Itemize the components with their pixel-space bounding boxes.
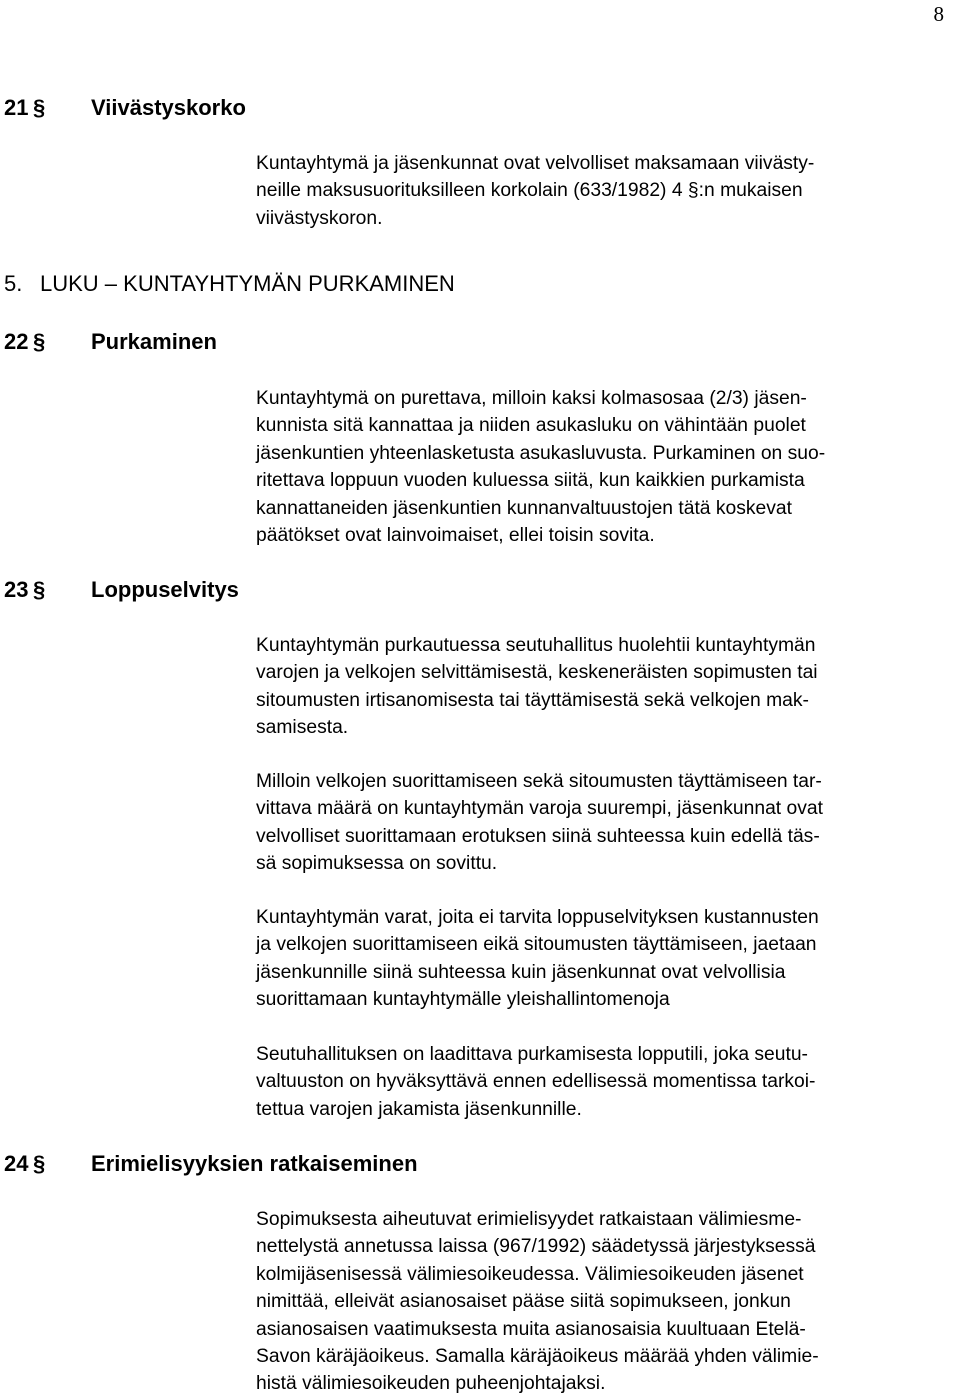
section-title: Loppuselvitys: [91, 577, 239, 602]
section-heading-21: [4, 94, 246, 122]
paragraph-23-3: Kuntayhtymän varat, joita ei tarvita loppuselvityksen kustannusten ja velkojen suorittamiseen eikä sitoumusten täyttämiseen, jaetaan jäsenkunnille siinä suhteessa kuin jäsenkunnat ovat velvollisia suorittamaan kuntayhtymälle yleishallintomenoja: [256, 907, 819, 1011]
paragraph-21-1: Kuntayhtymä ja jäsenkunnat ovat velvolliset maksamaan viivästy- neille maksusuorituksilleen korkolain (633/1982) 4 §:n mukaisen viivästyskoron.: [256, 153, 815, 229]
chapter-heading: [4, 270, 455, 298]
section-symbol: §: [33, 1151, 46, 1176]
section-title: Viivästyskorko: [91, 95, 246, 120]
paragraph-24-1: Sopimuksesta aiheutuvat erimielisyydet ratkaistaan välimiesme- nettelystä annetussa laissa (967/1992) säädetyssä järjestyksessä kolmijäsenisessä välimiesoikeudessa. Välimiesoikeuden jäsenet nimittää, elleivät asianosaiset pääse siitä sopimukseen, jonkun asianosaisen vaatimuksesta muita asianosaisia kuultuaan Etelä- Savon käräjäoikeus. Samalla käräjäoikeus määrää yhden välimie- histä välimiesoikeuden puheenjohtajaksi.: [256, 1209, 819, 1395]
section-number: 21: [4, 95, 29, 120]
section-symbol: §: [33, 577, 46, 602]
section-number: 23: [4, 577, 29, 602]
section-symbol: §: [33, 329, 46, 354]
section-symbol: §: [33, 95, 46, 120]
page-number: 8: [933, 2, 944, 26]
section-title: Erimielisyyksien ratkaiseminen: [91, 1151, 418, 1176]
section-number: 22: [4, 329, 29, 354]
chapter-title: LUKU – KUNTAYHTYMÄN PURKAMINEN: [40, 271, 455, 296]
paragraph-23-2: Milloin velkojen suorittamiseen sekä sitoumusten täyttämiseen tar- vittava määrä on kuntayhtymän varoja suurempi, jäsenkunnat ovat velvolliset suorittamaan erotuksen siinä suhteessa kuin edellä täs- sä sopimuksessa on sovittu.: [256, 771, 823, 875]
chapter-number: 5.: [4, 271, 23, 296]
section-title: Purkaminen: [91, 329, 217, 354]
section-heading-24: [4, 1150, 418, 1178]
paragraph-23-4: Seutuhallituksen on laadittava purkamisesta lopputili, joka seutu- valtuuston on hyväksyttävä ennen edellisessä momentissa tarkoi- tettua varojen jakamista jäsenkunnille.: [256, 1044, 816, 1120]
section-heading-22: [4, 328, 217, 356]
paragraph-23-1: Kuntayhtymän purkautuessa seutuhallitus huolehtii kuntayhtymän varojen ja velkojen selvittämisestä, keskeneräisten sopimusten tai sitoumusten irtisanomisesta tai täyttämisestä sekä velkojen mak- samisesta.: [256, 635, 818, 739]
section-heading-23: [4, 576, 239, 604]
section-number: 24: [4, 1151, 29, 1176]
paragraph-22-1: Kuntayhtymä on purettava, milloin kaksi kolmasosaa (2/3) jäsen- kunnista sitä kannattaa ja niiden asukasluku on vähintään puolet jäsenkuntien yhteenlasketusta asukasluvusta. Purkaminen on suo- ritettava loppuun vuoden kuluessa siitä, kun kaikkien purkamista kannattaneiden jäsenkuntien kunnanvaltuustojen tätä koskevat päätökset ovat lainvoimaiset, ellei toisin sovita.: [256, 388, 826, 547]
